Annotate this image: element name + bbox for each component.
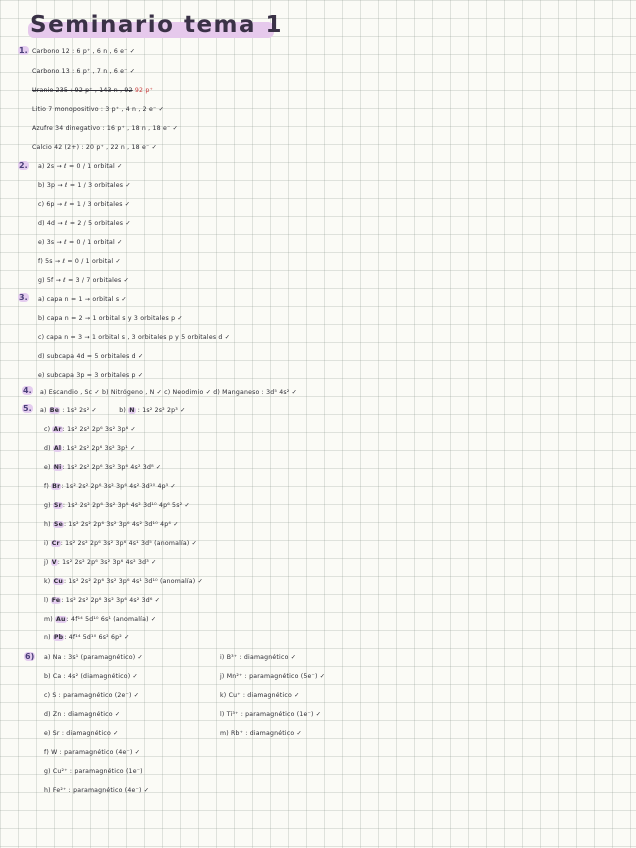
element-symbol: Cr (51, 540, 60, 547)
s2-line-d: d) 4d → ℓ = 2 / 5 orbitales ✓ (38, 220, 131, 227)
s1-line-carbono12: Carbono 12 : 6 p⁺ , 6 n , 6 e⁻ ✓ (32, 48, 136, 55)
s5-line-h: h) Se: 1s² 2s² 2p⁶ 3s² 3p⁶ 4s² 3d¹⁰ 4p⁴ ✓ (44, 521, 179, 528)
section-number-2: 2. (19, 161, 28, 170)
element-symbol-n: N (129, 407, 135, 414)
s3-line-d: d) subcapa 4d = 5 orbitales d ✓ (38, 353, 144, 360)
s1-line-calcio: Calcio 42 (2+) : 20 p⁺ , 22 n , 18 e⁻ ✓ (32, 144, 157, 151)
s2-line-b: b) 3p → ℓ = 1 / 3 orbitales ✓ (38, 182, 131, 189)
element-symbol: Al (53, 445, 62, 452)
element-symbol: Au (56, 616, 66, 623)
s5-line-g: g) Sr: 1s² 2s² 2p⁶ 3s² 3p⁶ 4s² 3d¹⁰ 4p⁶ 5s² ✓ (44, 502, 190, 509)
s5-line-f: f) Br: 1s² 2s² 2p⁶ 3s² 3p⁶ 4s² 3d¹⁰ 4p⁵ ✓ (44, 483, 176, 490)
s6-left-h: h) Fe²⁺ : paramagnético (4e⁻) ✓ (44, 787, 150, 794)
s6-right-i: i) B³⁺ : diamagnético ✓ (220, 654, 297, 661)
s5-line-i: i) Cr: 1s² 2s² 2p⁶ 3s² 3p⁶ 4s¹ 3d⁵ (anomalía) ✓ (44, 540, 198, 547)
s1-line-uranio (32, 86, 153, 95)
s3-line-b: b) capa n = 2 → 1 orbital s y 3 orbitales p ✓ (38, 315, 183, 322)
element-symbol: V (51, 559, 57, 566)
s5-line-e: e) Ni: 1s² 2s² 2p⁶ 3s² 3p⁶ 4s² 3d⁸ ✓ (44, 464, 162, 471)
s2-line-e: e) 3s → ℓ = 0 / 1 orbital ✓ (38, 239, 123, 246)
s6-right-k: k) Cu⁺ : diamagnético ✓ (220, 692, 300, 699)
s6-left-e: e) Sr : diamagnético ✓ (44, 730, 119, 737)
s5-line-n: n) Pb: 4f¹⁴ 5d¹⁰ 6s² 6p² ✓ (44, 634, 130, 641)
s6-left-b: b) Ca : 4s² (diamagnético) ✓ (44, 673, 138, 680)
element-symbol: Ni (53, 464, 62, 471)
section-number-4: 4. (23, 386, 32, 395)
s6-left-f: f) W : paramagnético (4e⁻) ✓ (44, 749, 141, 756)
s6-left-g: g) Cu²⁺ : paramagnético (1e⁻) (44, 768, 143, 775)
s5-line-l: l) Fe: 1s² 2s² 2p⁶ 3s² 3p⁶ 4s² 3d⁶ ✓ (44, 597, 161, 604)
s6-right-m: m) Rb⁺ : diamagnético ✓ (220, 730, 302, 737)
s2-line-g: g) 5f → ℓ = 3 / 7 orbitales ✓ (38, 277, 129, 284)
s5-line-j: j) V: 1s² 2s² 2p⁶ 3s² 3p⁶ 4s² 3d³ ✓ (44, 559, 157, 566)
s3-line-e: e) subcapa 3p = 3 orbitales p ✓ (38, 372, 144, 379)
s5-line-c: c) Ar: 1s² 2s² 2p⁶ 3s² 3p⁶ ✓ (44, 426, 136, 433)
s6-right-j: j) Mn²⁺ : paramagnético (5e⁻) ✓ (220, 673, 326, 680)
s5-line-k: k) Cu: 1s² 2s² 2p⁶ 3s² 3p⁶ 4s¹ 3d¹⁰ (anomalía) ✓ (44, 578, 203, 585)
element-symbol: Ar (53, 426, 62, 433)
element-symbol: Fe (51, 597, 61, 604)
element-symbol: Cu (53, 578, 63, 585)
section-number-6: 6) (25, 652, 35, 661)
s1-line-carbono13: Carbono 13 : 6 p⁺ , 7 n , 6 e⁻ ✓ (32, 68, 136, 75)
element-symbol-be: Be (49, 407, 60, 414)
uranio-correction: 92 p⁺ (134, 87, 153, 94)
s1-line-azufre: Azufre 34 dinegativo : 16 p⁺ , 18 n , 18 e⁻ ✓ (32, 125, 178, 132)
element-symbol: Sr (53, 502, 62, 509)
s6-right-l: l) Ti³⁺ : paramagnético (1e⁻) ✓ (220, 711, 322, 718)
s6-left-d: d) Zn : diamagnético ✓ (44, 711, 121, 718)
section-number-5: 5. (23, 404, 32, 413)
uranio-text: Uranio 235 : 92 p⁺ , 143 n , 92 (32, 87, 133, 94)
page-title: Seminario tema 1 (30, 12, 284, 38)
element-symbol: Se (53, 521, 63, 528)
element-symbol: Pb (53, 634, 64, 641)
s5-line-ab: a) Be : 1s² 2s² ✓ b) N : 1s² 2s² 2p³ ✓ (40, 407, 186, 414)
element-symbol: Br (52, 483, 61, 490)
s6-left-a: a) Na : 3s¹ (paramagnético) ✓ (44, 654, 143, 661)
s5-line-m: m) Au: 4f¹⁴ 5d¹⁰ 6s¹ (anomalía) ✓ (44, 616, 157, 623)
s3-line-c: c) capa n = 3 → 1 orbital s , 3 orbitales p y 5 orbitales d ✓ (38, 334, 231, 341)
s2-line-a: a) 2s → ℓ = 0 / 1 orbital ✓ (38, 163, 123, 170)
s2-line-f: f) 5s → ℓ = 0 / 1 orbital ✓ (38, 258, 121, 265)
s4-line: a) Escandio , Sc ✓ b) Nitrógeno , N ✓ c) Neodimio ✓ d) Manganeso : 3d⁵ 4s² ✓ (40, 389, 298, 396)
s6-left-c: c) S : paramagnético (2e⁻) ✓ (44, 692, 140, 699)
s2-line-c: c) 6p → ℓ = 1 / 3 orbitales ✓ (38, 201, 131, 208)
s5-line-d: d) Al: 1s² 2s² 2p⁶ 3s² 3p¹ ✓ (44, 445, 136, 452)
section-number-3: 3. (19, 293, 28, 302)
s3-line-a: a) capa n = 1 → orbital s ✓ (38, 296, 127, 303)
s1-line-litio: Litio 7 monopositivo : 3 p⁺ , 4 n , 2 e⁻ ✓ (32, 106, 165, 113)
section-number-1: 1. (19, 46, 28, 55)
